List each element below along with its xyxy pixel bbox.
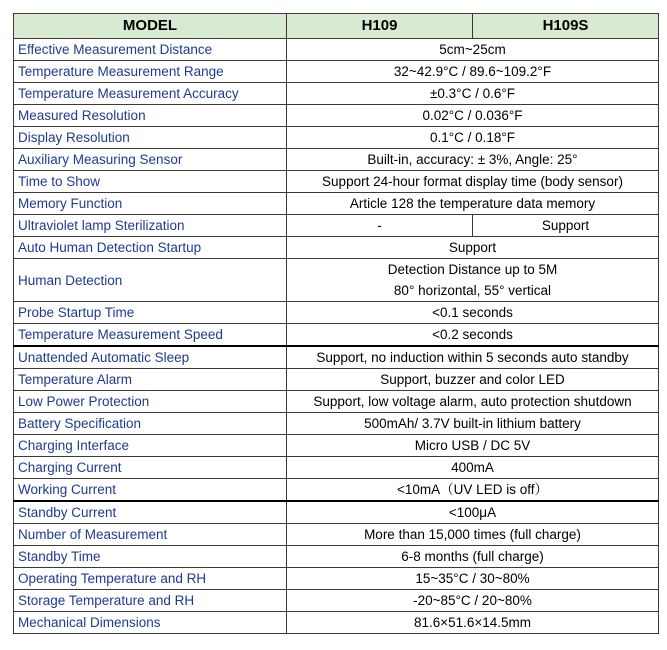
row-value: 32~42.9°C / 89.6~109.2°F [287, 61, 659, 83]
row-label: Mechanical Dimensions [14, 612, 287, 634]
row-label: Battery Specification [14, 413, 287, 435]
table-row [14, 346, 659, 369]
table-row [14, 39, 659, 61]
row-label: Charging Interface [14, 435, 287, 457]
row-value: Support 24-hour format display time (body sensor) [287, 171, 659, 193]
row-value: Article 128 the temperature data memory [287, 193, 659, 215]
row-value: More than 15,000 times (full charge) [287, 524, 659, 546]
row-label: Measured Resolution [14, 105, 287, 127]
row-label: Time to Show [14, 171, 287, 193]
table-row [14, 546, 659, 568]
row-label: Temperature Measurement Speed [14, 324, 287, 347]
row-value: Support, no induction within 5 seconds auto standby [287, 346, 659, 369]
row-value: Support, low voltage alarm, auto protection shutdown [287, 391, 659, 413]
table-row [14, 302, 659, 324]
row-label: Working Current [14, 479, 287, 502]
row-value: -20~85°C / 20~80% [287, 590, 659, 612]
row-value: 500mAh/ 3.7V built-in lithium battery [287, 413, 659, 435]
row-label: Auxiliary Measuring Sensor [14, 149, 287, 171]
row-label: Human Detection [14, 259, 287, 302]
table-row [14, 171, 659, 193]
table-row [14, 612, 659, 634]
table-row [14, 369, 659, 391]
row-label: Ultraviolet lamp Sterilization [14, 215, 287, 237]
row-value: 5cm~25cm [287, 39, 659, 61]
row-value: Support, buzzer and color LED [287, 369, 659, 391]
row-label: Effective Measurement Distance [14, 39, 287, 61]
row-label: Standby Time [14, 546, 287, 568]
row-value-line1: Detection Distance up to 5M [387, 262, 558, 277]
row-value: 15~35°C / 30~80% [287, 568, 659, 590]
header-h109: H109 [287, 14, 473, 39]
row-value: <10mA（UV LED is off） [287, 479, 659, 502]
table-row [14, 127, 659, 149]
table-row [14, 568, 659, 590]
row-label: Number of Measurement [14, 524, 287, 546]
row-value: Support [287, 237, 659, 259]
table-row [14, 149, 659, 171]
row-label: Temperature Measurement Accuracy [14, 83, 287, 105]
row-label: Temperature Alarm [14, 369, 287, 391]
table-row [14, 479, 659, 502]
table-row [14, 501, 659, 524]
row-label: Temperature Measurement Range [14, 61, 287, 83]
row-value [287, 259, 659, 302]
row-label: Storage Temperature and RH [14, 590, 287, 612]
table-row [14, 590, 659, 612]
table-row [14, 215, 659, 237]
row-value: 0.1°C / 0.18°F [287, 127, 659, 149]
row-label: Standby Current [14, 501, 287, 524]
table-row [14, 435, 659, 457]
header-model: MODEL [14, 14, 287, 39]
table-row [14, 259, 659, 302]
row-value: 81.6×51.6×14.5mm [287, 612, 659, 634]
row-label: Unattended Automatic Sleep [14, 346, 287, 369]
row-value: ±0.3°C / 0.6°F [287, 83, 659, 105]
table-row [14, 61, 659, 83]
spec-table [13, 13, 659, 634]
header-h109s: H109S [473, 14, 659, 39]
row-value-h109: - [287, 215, 473, 237]
row-label: Charging Current [14, 457, 287, 479]
spec-table-container [13, 13, 658, 634]
row-value: Micro USB / DC 5V [287, 435, 659, 457]
row-label: Auto Human Detection Startup [14, 237, 287, 259]
table-row [14, 524, 659, 546]
row-value: <100μA [287, 501, 659, 524]
row-value: 6-8 months (full charge) [287, 546, 659, 568]
row-label: Memory Function [14, 193, 287, 215]
row-label: Display Resolution [14, 127, 287, 149]
table-row [14, 391, 659, 413]
row-value: <0.1 seconds [287, 302, 659, 324]
row-value: 400mA [287, 457, 659, 479]
row-value-line2: 80° horizontal, 55° vertical [393, 283, 552, 298]
table-row [14, 324, 659, 347]
row-label: Operating Temperature and RH [14, 568, 287, 590]
table-row [14, 105, 659, 127]
table-row [14, 457, 659, 479]
row-value: 0.02°C / 0.036°F [287, 105, 659, 127]
table-row [14, 237, 659, 259]
table-row [14, 83, 659, 105]
table-row [14, 413, 659, 435]
row-value-h109s: Support [473, 215, 659, 237]
row-value: <0.2 seconds [287, 324, 659, 347]
row-value: Built-in, accuracy: ± 3%, Angle: 25° [287, 149, 659, 171]
row-label: Low Power Protection [14, 391, 287, 413]
row-label: Probe Startup Time [14, 302, 287, 324]
header-row [14, 14, 659, 39]
table-row [14, 193, 659, 215]
